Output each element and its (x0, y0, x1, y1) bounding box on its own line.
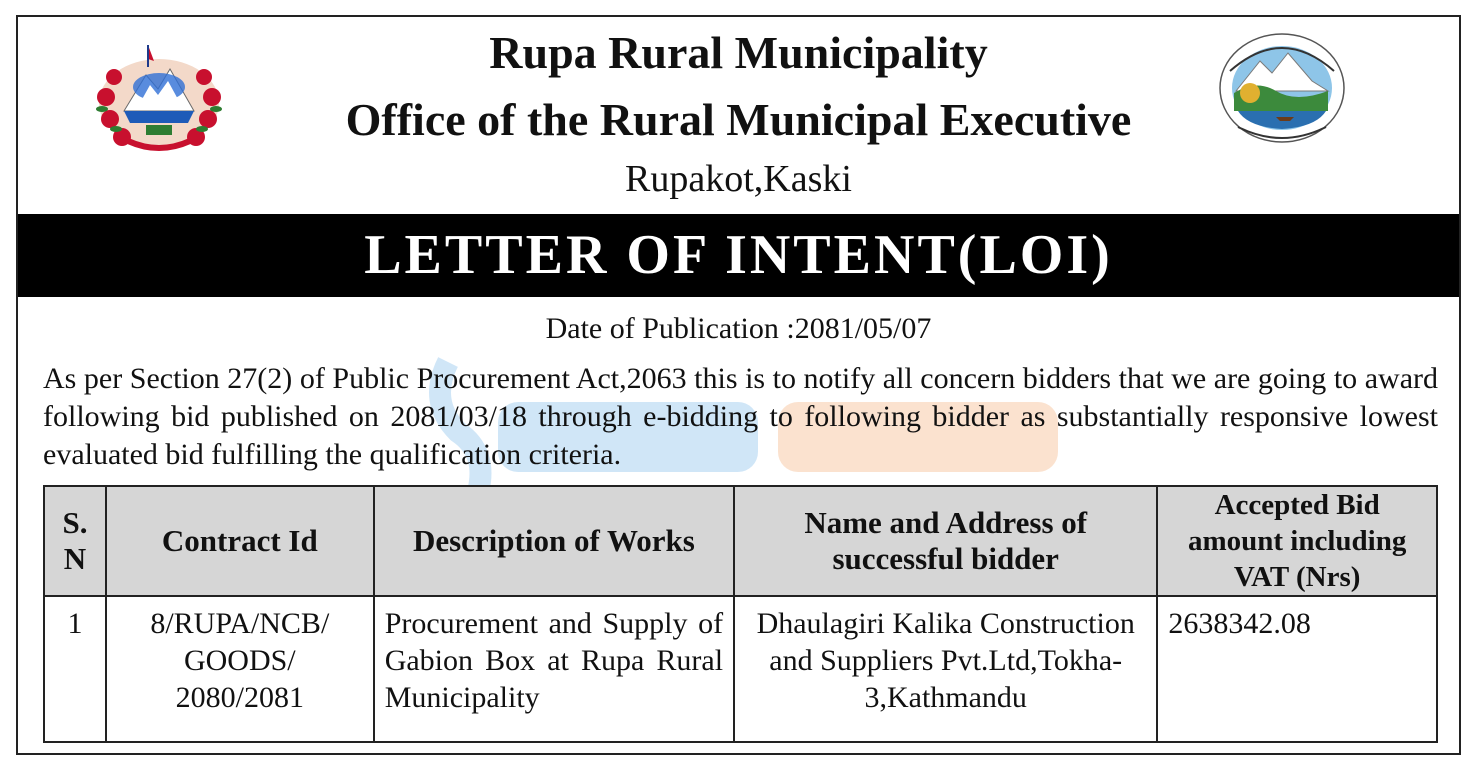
loi-banner: LETTER OF INTENT(LOI) (18, 214, 1459, 297)
bid-award-table (43, 485, 1438, 743)
header-amount: Accepted Bid amount including VAT (Nrs) (1157, 486, 1437, 596)
cell-description: Procurement and Supply of Gabion Box at Rupa Rural Municipality (374, 596, 734, 742)
header-bidder: Name and Address of successful bidder (734, 486, 1157, 596)
office-title: Office of the Rural Municipal Executive (345, 94, 1132, 145)
cell-bidder: Dhaulagiri Kalika Construction and Suppliers Pvt.Ltd,Tokha-3,Kathmandu (734, 596, 1157, 742)
location-title: Rupakot,Kaski (625, 158, 852, 200)
municipality-title: Rupa Rural Municipality (489, 27, 988, 78)
cell-sn: 1 (44, 596, 106, 742)
header-sn: S. N (44, 486, 106, 596)
cell-amount: 2638342.08 (1157, 596, 1437, 742)
notice-header (18, 17, 1459, 214)
table-header-row (44, 486, 1437, 596)
rupa-municipality-logo-icon (1216, 31, 1348, 145)
header-contract-id: Contract Id (106, 486, 374, 596)
notice-frame (16, 15, 1461, 755)
publication-date: Date of Publication :2081/05/07 (545, 312, 932, 345)
notice-paragraph: As per Section 27(2) of Public Procurement Act,2063 this is to notify all concern bidders that we are going to award following bid published on 2081/03/18 through e-bidding to following bidder as substantially responsive lowest evaluated bid fulfilling the qualification criteria. (43, 362, 1438, 471)
header-description: Description of Works (374, 486, 734, 596)
table-row (44, 596, 1437, 742)
cell-contract-id: 8/RUPA/NCB/ GOODS/ 2080/2081 (106, 596, 374, 742)
